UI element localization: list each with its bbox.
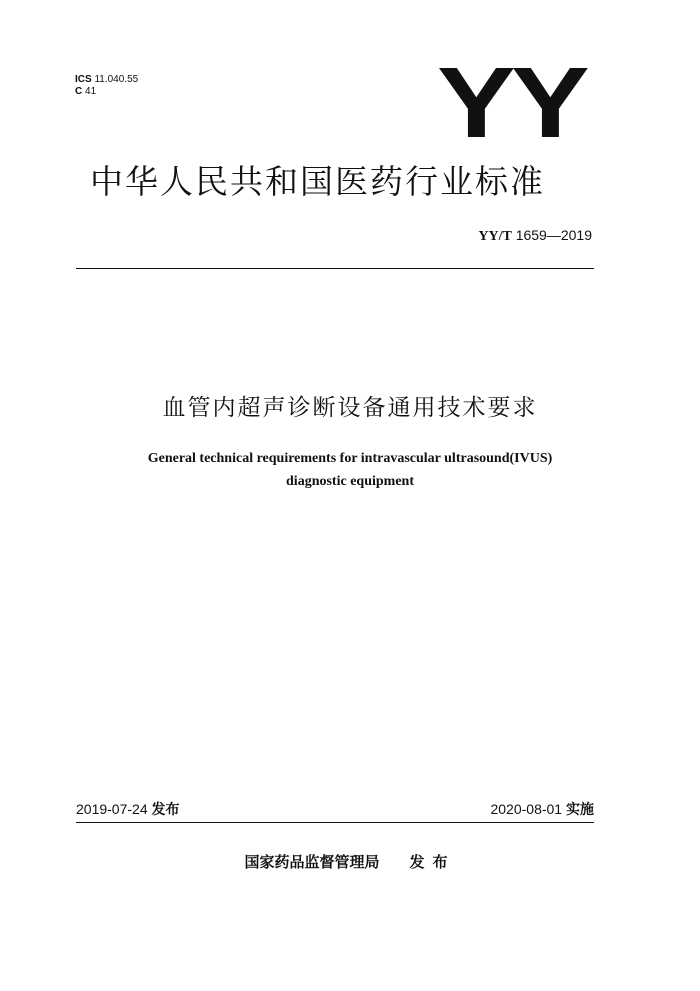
yy-logo: YY — [437, 47, 585, 159]
classification-codes — [75, 74, 138, 98]
title-english-line1: General technical requirements for intravascular ultrasound(IVUS) — [147, 451, 553, 466]
standard-number — [478, 226, 592, 246]
standard-prefix: YY/T — [478, 229, 512, 244]
title-english — [0, 447, 700, 493]
effective-date — [490, 800, 594, 819]
effective-date-label: 实施 — [566, 802, 594, 818]
standard-code: 1659—2019 — [515, 227, 592, 243]
effective-date-value: 2020-08-01 — [490, 801, 563, 817]
issue-date-label: 发布 — [151, 802, 180, 818]
title-chinese: 血管内超声诊断设备通用技术要求 — [162, 395, 538, 421]
ccs-label: C — [75, 86, 83, 97]
title-english-line2: diagnostic equipment — [286, 474, 414, 489]
issue-date — [76, 800, 180, 819]
top-divider — [76, 268, 594, 269]
organization-title: 中华人民共和国医药行业标准 — [90, 162, 545, 201]
ccs-line — [75, 86, 138, 98]
ics-value: 11.040.55 — [94, 74, 139, 85]
ics-line — [75, 74, 138, 86]
bottom-divider — [76, 822, 594, 823]
ics-label: ICS — [75, 74, 92, 85]
publisher-name: 国家药品监督管理局 — [244, 853, 380, 871]
publisher-action: 发布 — [409, 853, 456, 871]
publisher — [0, 852, 700, 872]
ccs-value: 41 — [85, 86, 97, 97]
issue-date-value: 2019-07-24 — [76, 801, 148, 817]
